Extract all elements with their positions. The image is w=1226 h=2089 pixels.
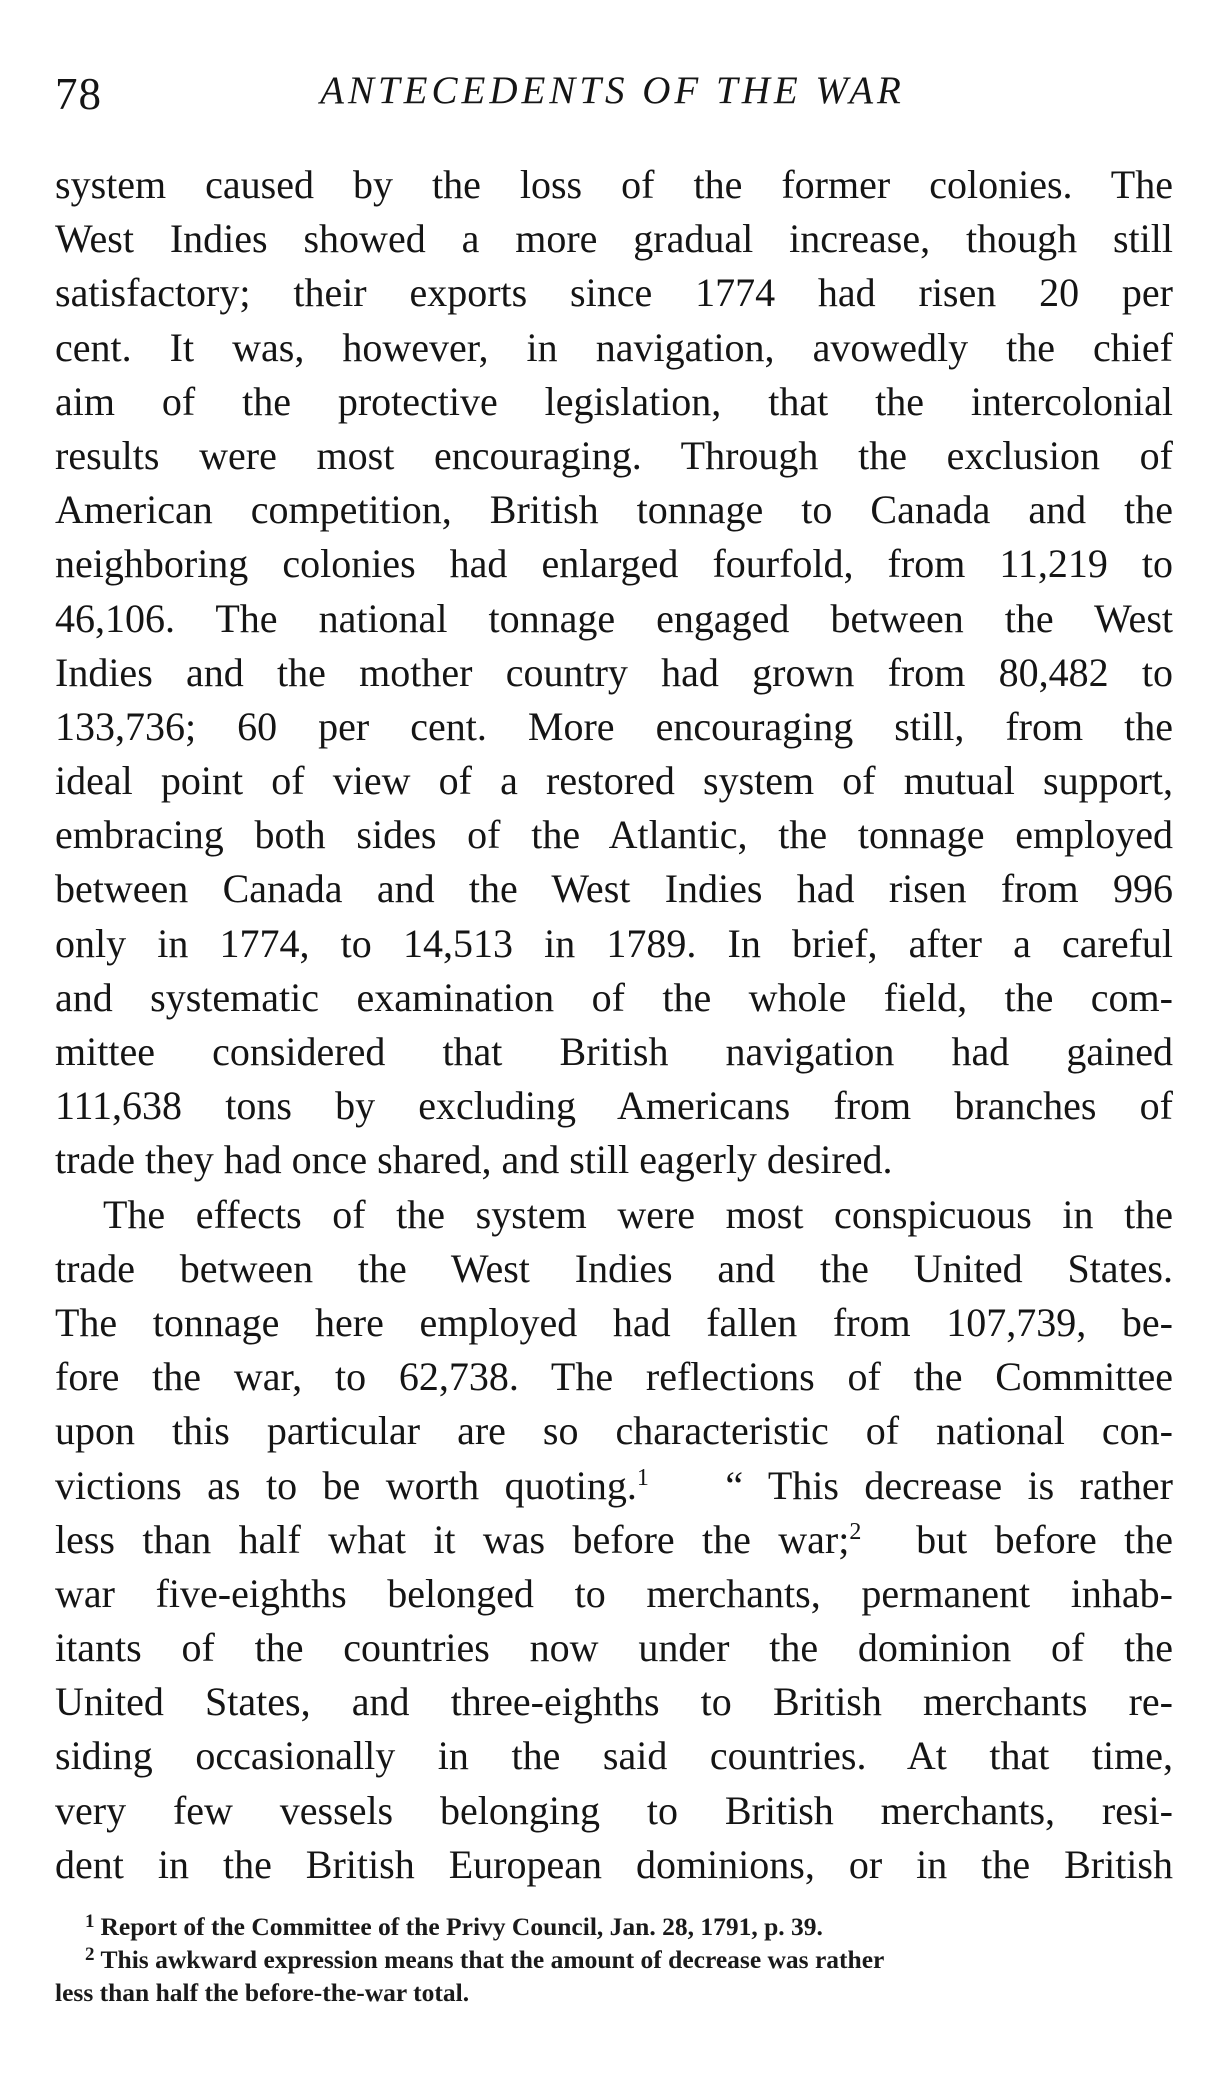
text-line: The tonnage here employed had fallen from 107,739, be- xyxy=(55,1299,1173,1345)
text-line: very few vessels belonging to British merchants, resi- xyxy=(55,1787,1173,1833)
line-segment: “ This decrease is rather xyxy=(725,1462,1174,1508)
text-line: Indies and the mother country had grown from 80,482 to xyxy=(55,649,1173,695)
text-line xyxy=(55,1513,1173,1567)
text-line: 111,638 tons by excluding Americans from branches of xyxy=(55,1083,1173,1129)
footnote-ref: 2 xyxy=(849,1518,862,1545)
text-line: fore the war, to 62,738. The reflections of the Committee xyxy=(55,1354,1173,1400)
text-line: satisfactory; their exports since 1774 had risen 20 per xyxy=(55,270,1173,316)
text-line: neighboring colonies had enlarged fourfold, from 11,219 to xyxy=(55,541,1173,587)
text-line xyxy=(55,1459,1173,1513)
text-line: 46,106. The national tonnage engaged between the West xyxy=(55,595,1173,641)
footnotes xyxy=(55,1910,1165,2009)
text-line: upon this particular are so characteristic of national con- xyxy=(55,1408,1173,1454)
footnote-text: This awkward expression means that the amount of decrease was rather xyxy=(100,1945,885,1974)
running-head: ANTECEDENTS OF THE WAR xyxy=(320,69,905,112)
text-line: embracing both sides of the Atlantic, the tonnage employed xyxy=(55,812,1173,858)
text-line: American competition, British tonnage to Canada and the xyxy=(55,487,1173,533)
text-line: The effects of the system were most conspicuous in the xyxy=(103,1191,1173,1237)
page-header xyxy=(55,68,1170,128)
text-line: trade between the West Indies and the United States. xyxy=(55,1245,1173,1291)
line-segment: less than half what it was before the war; xyxy=(55,1516,850,1562)
text-line: ideal point of view of a restored system of mutual support, xyxy=(55,758,1173,804)
text-line: West Indies showed a more gradual increase, though still xyxy=(55,216,1173,262)
footnote-mark: 2 xyxy=(85,1944,95,1965)
footnote xyxy=(55,1910,1165,1943)
text-line: 133,736; 60 per cent. More encouraging still, from the xyxy=(55,703,1173,749)
text-line: and systematic examination of the whole field, the com- xyxy=(55,974,1173,1020)
text-line: aim of the protective legislation, that the intercolonial xyxy=(55,378,1173,424)
text-line: trade they had once shared, and still eagerly desired. xyxy=(55,1137,893,1183)
text-line: only in 1774, to 14,513 in 1789. In brief, after a careful xyxy=(55,920,1173,966)
footnote-mark: 1 xyxy=(85,1911,95,1932)
text-line: mittee considered that British navigation had gained xyxy=(55,1029,1173,1074)
text-line: United States, and three-eighths to British merchants re- xyxy=(55,1679,1173,1725)
text-line: war five-eighths belonged to merchants, permanent inhab- xyxy=(55,1570,1173,1616)
text-line: system caused by the loss of the former colonies. The xyxy=(55,162,1173,207)
line-segment: victions as to be worth quoting. xyxy=(55,1462,637,1508)
line-segment: but before the xyxy=(916,1516,1173,1562)
body-text xyxy=(55,158,1173,1892)
footnote-continuation: less than half the before-the-war total. xyxy=(55,1978,470,2007)
footnote-ref: 1 xyxy=(636,1464,649,1491)
page-number: 78 xyxy=(55,69,102,119)
text-line: between Canada and the West Indies had risen from 996 xyxy=(55,866,1173,912)
footnote xyxy=(55,1943,1165,1976)
text-line: results were most encouraging. Through the exclusion of xyxy=(55,432,1173,478)
text-line: itants of the countries now under the dominion of the xyxy=(55,1625,1173,1671)
text-line: cent. It was, however, in navigation, avowedly the chief xyxy=(55,324,1173,370)
text-line: siding occasionally in the said countries. At that time, xyxy=(55,1733,1173,1779)
text-line: dent in the British European dominions, or in the British xyxy=(55,1841,1173,1887)
footnote-text: Report of the Committee of the Privy Council, Jan. 28, 1791, p. 39. xyxy=(100,1912,823,1941)
